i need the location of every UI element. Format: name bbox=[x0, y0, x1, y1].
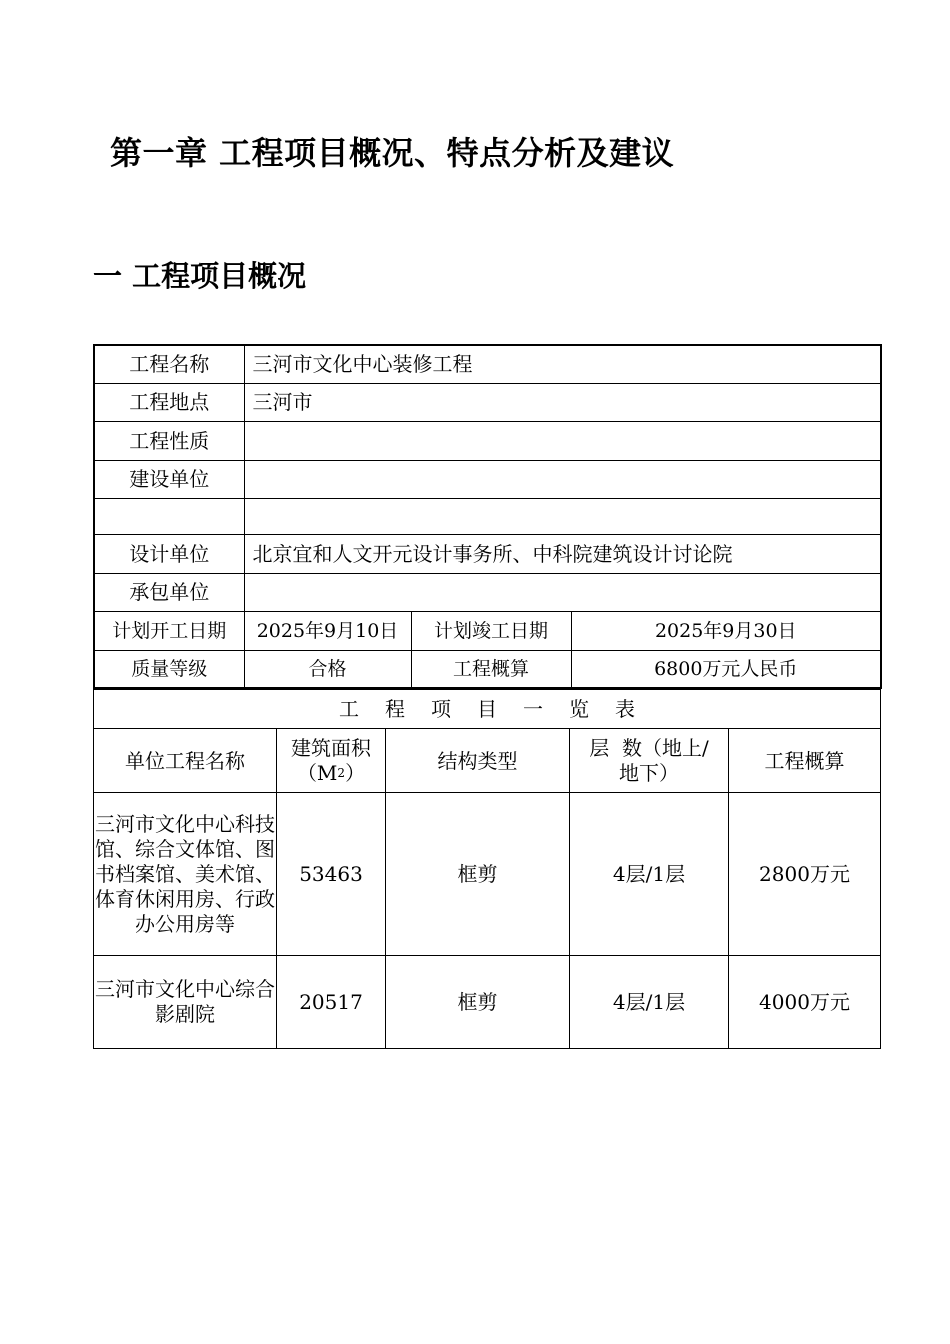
header-floors-line2: 地下） bbox=[619, 760, 679, 785]
info-row-nature bbox=[94, 421, 881, 460]
project-name-label: 工程名称 bbox=[94, 345, 244, 383]
project-list-table bbox=[93, 689, 881, 1049]
row2-floors: 4层/1层 bbox=[570, 956, 729, 1049]
row2-area: 20517 bbox=[277, 956, 386, 1049]
quality-value: 合格 bbox=[244, 650, 411, 688]
row2-name: 三河市文化中心综合影剧院 bbox=[94, 956, 277, 1049]
project-info-table bbox=[93, 344, 882, 689]
row1-name: 三河市文化中心科技馆、综合文体馆、图书档案馆、美术馆、体育休闲用房、行政办公用房等 bbox=[94, 793, 277, 956]
list-caption: 工程项目一览表 bbox=[94, 690, 881, 729]
list-header-row bbox=[94, 729, 881, 793]
designer-label: 设计单位 bbox=[94, 534, 244, 573]
info-row-location bbox=[94, 383, 881, 421]
header-budget: 工程概算 bbox=[729, 729, 881, 793]
info-row-quality-budget bbox=[94, 650, 881, 688]
header-area-line1: 建筑面积 bbox=[291, 735, 371, 760]
finish-date-label: 计划竣工日期 bbox=[411, 611, 571, 650]
header-floors-line1: 层 数（地上/ bbox=[589, 735, 709, 760]
contractor-label: 承包单位 bbox=[94, 573, 244, 611]
header-area-line2: $(M^2)$ bbox=[296, 760, 366, 785]
builder-label: 建设单位 bbox=[94, 460, 244, 498]
blank-value bbox=[244, 498, 881, 534]
finish-date-value: 2025年9月30日 bbox=[571, 611, 881, 650]
info-row-blank bbox=[94, 498, 881, 534]
header-floors bbox=[570, 729, 729, 793]
table-row bbox=[94, 793, 881, 956]
designer-value: 北京宜和人文开元设计事务所、中科院建筑设计讨论院 bbox=[244, 534, 881, 573]
row2-structure: 框剪 bbox=[386, 956, 570, 1049]
table-row bbox=[94, 956, 881, 1049]
location-label: 工程地点 bbox=[94, 383, 244, 421]
start-date-value: 2025年9月10日 bbox=[244, 611, 411, 650]
quality-label: 质量等级 bbox=[94, 650, 244, 688]
start-date-label: 计划开工日期 bbox=[94, 611, 244, 650]
row1-structure: 框剪 bbox=[386, 793, 570, 956]
contractor-value bbox=[244, 573, 881, 611]
header-area bbox=[277, 729, 386, 793]
row2-budget: 4000万元 bbox=[729, 956, 881, 1049]
builder-value bbox=[244, 460, 881, 498]
section-title: 一 工程项目概况 bbox=[93, 259, 307, 293]
budget-label: 工程概算 bbox=[411, 650, 571, 688]
project-name-value: 三河市文化中心装修工程 bbox=[244, 345, 881, 383]
row1-budget: 2800万元 bbox=[729, 793, 881, 956]
header-structure: 结构类型 bbox=[386, 729, 570, 793]
row1-floors: 4层/1层 bbox=[570, 793, 729, 956]
info-row-designer bbox=[94, 534, 881, 573]
blank-label bbox=[94, 498, 244, 534]
header-unit-name: 单位工程名称 bbox=[94, 729, 277, 793]
nature-label: 工程性质 bbox=[94, 421, 244, 460]
chapter-title: 第一章 工程项目概况、特点分析及建议 bbox=[110, 134, 675, 172]
info-row-project-name bbox=[94, 345, 881, 383]
info-row-builder bbox=[94, 460, 881, 498]
info-row-contractor bbox=[94, 573, 881, 611]
list-caption-row bbox=[94, 690, 881, 729]
info-row-dates bbox=[94, 611, 881, 650]
budget-value: 6800万元人民币 bbox=[571, 650, 881, 688]
nature-value bbox=[244, 421, 881, 460]
row1-area: 53463 bbox=[277, 793, 386, 956]
location-value: 三河市 bbox=[244, 383, 881, 421]
